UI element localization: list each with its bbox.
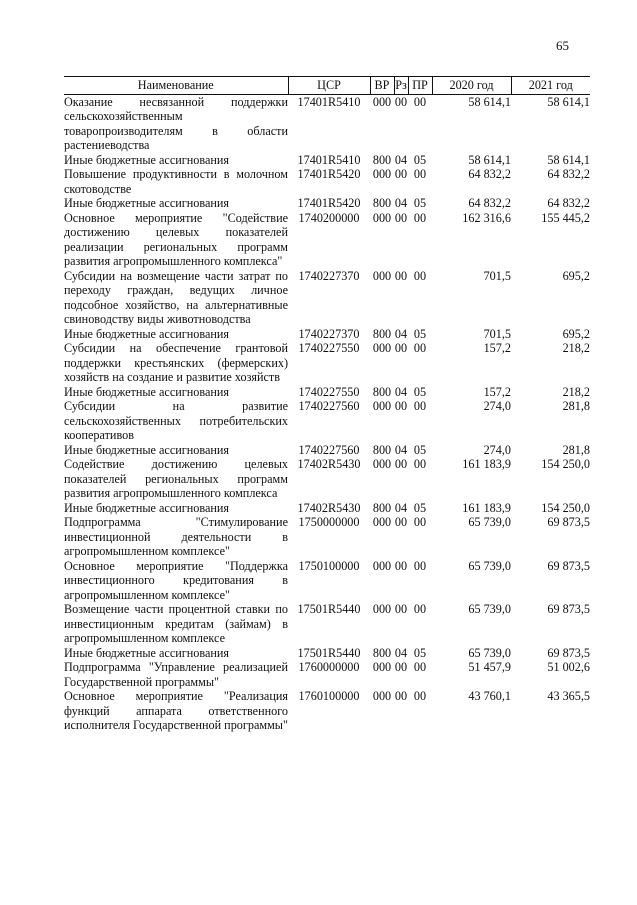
header-pr: ПР <box>408 77 432 95</box>
cell-rz: 04 <box>394 384 408 399</box>
cell-y2021: 69 873,5 <box>547 645 590 660</box>
cell-vr: 000 <box>372 268 392 283</box>
cell-rz: 00 <box>394 457 408 471</box>
cell-rz: 00 <box>394 602 408 616</box>
cell-pr: 00 <box>413 689 427 703</box>
cell-y2021: 69 873,5 <box>547 515 590 529</box>
cell-name: Иные бюджетные ассигнования <box>64 152 230 167</box>
cell-pr: 00 <box>413 515 427 529</box>
cell-y2021: 218,2 <box>562 341 590 355</box>
cell-csr: 17401R5420 <box>297 167 361 181</box>
cell-y2021: 154 250,0 <box>541 457 590 471</box>
cell-rz: 00 <box>394 210 408 225</box>
cell-name: Иные бюджетные ассигнования <box>64 384 230 399</box>
cell-rz: 00 <box>394 558 408 573</box>
table-row <box>64 211 590 269</box>
cell-vr: 800 <box>372 326 392 341</box>
cell-csr: 17401R5410 <box>297 94 361 109</box>
cell-vr: 000 <box>372 689 392 703</box>
cell-pr: 00 <box>413 602 427 616</box>
cell-vr: 000 <box>372 558 392 573</box>
table-row <box>64 399 590 443</box>
cell-csr: 17402R5430 <box>297 457 361 471</box>
cell-csr: 17401R5420 <box>297 196 361 210</box>
cell-pr: 05 <box>413 500 427 515</box>
cell-pr: 00 <box>413 268 427 283</box>
table-row <box>64 501 590 516</box>
cell-csr: 17401R5410 <box>297 152 361 167</box>
cell-y2020: 43 760,1 <box>468 689 511 703</box>
table-row <box>64 660 590 689</box>
cell-pr: 00 <box>413 167 427 181</box>
cell-vr: 800 <box>372 442 392 457</box>
cell-vr: 800 <box>372 500 392 515</box>
cell-vr: 800 <box>372 196 392 210</box>
cell-vr: 000 <box>372 660 392 674</box>
cell-rz: 00 <box>394 399 408 413</box>
table-row <box>64 515 590 559</box>
cell-name: Содействие достижению целевых показателей региональных программ развития агропромышленного комплекса <box>64 457 288 500</box>
cell-vr: 000 <box>372 515 392 529</box>
cell-vr: 000 <box>372 167 392 181</box>
cell-rz: 04 <box>394 196 408 210</box>
header-2021: 2021 год <box>511 77 590 95</box>
cell-rz: 00 <box>394 167 408 181</box>
cell-csr: 1760100000 <box>298 689 360 703</box>
cell-csr: 17501R5440 <box>297 602 361 616</box>
table-row <box>64 153 590 168</box>
cell-pr: 00 <box>413 660 427 674</box>
cell-csr: 1750100000 <box>298 558 360 573</box>
cell-pr: 05 <box>413 384 427 399</box>
cell-csr: 1740227370 <box>298 326 360 341</box>
cell-y2020: 274,0 <box>483 399 511 413</box>
cell-csr: 1760000000 <box>298 660 360 674</box>
table-row <box>64 94 590 153</box>
cell-vr: 000 <box>372 602 392 616</box>
cell-rz: 04 <box>394 442 408 457</box>
cell-rz: 00 <box>394 94 408 109</box>
cell-y2020: 65 739,0 <box>468 515 511 529</box>
cell-name: Подпрограмма "Стимулирование инвестиционной деятельности в агропромышленном комплексе" <box>64 515 288 558</box>
cell-name: Иные бюджетные ассигнования <box>64 500 230 515</box>
cell-y2020: 65 739,0 <box>468 602 511 616</box>
cell-name: Субсидии на развитие сельскохозяйственных потребительских кооперативов <box>64 399 288 442</box>
cell-rz: 04 <box>394 152 408 167</box>
header-rz: Рз <box>395 78 407 92</box>
cell-name: Основное мероприятие "Содействие достижению целевых показателей реализации региональных программ развития агропромышленного комплекса" <box>64 210 288 268</box>
cell-y2020: 58 614,1 <box>468 152 511 167</box>
cell-csr: 1750000000 <box>298 515 360 529</box>
cell-rz: 00 <box>394 689 408 703</box>
table-body <box>64 94 590 733</box>
table-row <box>64 327 590 342</box>
cell-y2021: 695,2 <box>562 326 590 341</box>
cell-rz: 00 <box>394 660 408 674</box>
cell-y2021: 218,2 <box>562 384 590 399</box>
table-header-row <box>64 77 590 95</box>
cell-csr: 17402R5430 <box>297 500 361 515</box>
cell-name: Повышение продуктивности в молочном скотоводстве <box>64 167 288 196</box>
cell-csr: 1740227560 <box>298 442 360 457</box>
cell-pr: 00 <box>413 457 427 471</box>
cell-name: Иные бюджетные ассигнования <box>64 442 230 457</box>
cell-y2021: 695,2 <box>562 268 590 283</box>
cell-vr: 000 <box>372 457 392 471</box>
header-2020: 2020 год <box>432 77 511 95</box>
cell-y2020: 161 183,9 <box>462 457 511 471</box>
cell-csr: 1740227550 <box>298 384 360 399</box>
cell-y2020: 64 832,2 <box>468 167 511 181</box>
cell-pr: 05 <box>413 326 427 341</box>
cell-name: Субсидии на возмещение части затрат по переходу граждан, ведущих личное подсобное хозяйство, на альтернативные свиноводству виды животноводства <box>64 268 288 326</box>
cell-y2020: 701,5 <box>483 268 511 283</box>
cell-y2020: 162 316,6 <box>462 210 511 225</box>
cell-y2021: 43 365,5 <box>547 689 590 703</box>
cell-y2021: 58 614,1 <box>547 152 590 167</box>
cell-name: Основное мероприятие "Поддержка инвестиционного кредитования в агропромышленном комплексе" <box>64 558 288 602</box>
cell-vr: 000 <box>372 210 392 225</box>
cell-y2020: 65 739,0 <box>468 645 511 660</box>
table-row <box>64 385 590 400</box>
header-name: Наименование <box>64 77 288 95</box>
cell-csr: 1740227550 <box>298 341 360 355</box>
cell-y2021: 281,8 <box>562 399 590 413</box>
cell-y2020: 157,2 <box>483 384 511 399</box>
cell-y2020: 274,0 <box>483 442 511 457</box>
cell-y2021: 154 250,0 <box>541 500 590 515</box>
table-row <box>64 646 590 661</box>
cell-vr: 000 <box>372 94 392 109</box>
cell-pr: 00 <box>413 558 427 573</box>
table-row <box>64 689 590 733</box>
table-row <box>64 341 590 385</box>
cell-name: Подпрограмма "Управление реализацией Государственной программы" <box>64 660 288 689</box>
cell-y2021: 64 832,2 <box>547 196 590 210</box>
cell-y2020: 161 183,9 <box>462 500 511 515</box>
cell-vr: 000 <box>372 341 392 355</box>
cell-vr: 800 <box>372 645 392 660</box>
table-row <box>64 167 590 196</box>
cell-name: Иные бюджетные ассигнования <box>64 326 230 341</box>
table-row <box>64 196 590 211</box>
cell-pr: 00 <box>413 341 427 355</box>
cell-rz: 00 <box>394 341 408 355</box>
cell-name: Иные бюджетные ассигнования <box>64 196 230 210</box>
budget-table <box>64 76 590 733</box>
cell-csr: 1740227560 <box>298 399 360 413</box>
cell-y2021: 58 614,1 <box>547 94 590 109</box>
table-row <box>64 269 590 327</box>
cell-pr: 00 <box>413 94 427 109</box>
cell-rz: 04 <box>394 500 408 515</box>
cell-name: Возмещение части процентной ставки по инвестиционным кредитам (займам) в агропромышленном комплексе <box>64 602 288 645</box>
table-row <box>64 443 590 458</box>
cell-y2021: 64 832,2 <box>547 167 590 181</box>
cell-name: Оказание несвязанной поддержки сельскохозяйственным товаропроизводителям в области растениеводства <box>64 94 288 152</box>
cell-pr: 05 <box>413 442 427 457</box>
cell-y2021: 69 873,5 <box>547 558 590 573</box>
cell-rz: 04 <box>394 645 408 660</box>
cell-y2020: 65 739,0 <box>468 558 511 573</box>
cell-y2021: 155 445,2 <box>541 210 590 225</box>
cell-csr: 17501R5440 <box>297 645 361 660</box>
cell-pr: 05 <box>413 645 427 660</box>
cell-y2020: 157,2 <box>483 341 511 355</box>
cell-y2021: 51 002,6 <box>547 660 590 674</box>
cell-y2021: 69 873,5 <box>547 602 590 616</box>
header-vr: ВР <box>370 77 394 95</box>
header-csr: ЦСР <box>288 77 370 95</box>
cell-rz: 00 <box>394 515 408 529</box>
cell-rz: 00 <box>394 268 408 283</box>
table-row <box>64 457 590 501</box>
cell-vr: 800 <box>372 152 392 167</box>
cell-y2020: 64 832,2 <box>468 196 511 210</box>
page-number: 65 <box>556 38 569 53</box>
cell-name: Субсидии на обеспечение грантовой поддержки крестьянских (фермерских) хозяйств на создание и развитие хозяйств <box>64 341 288 384</box>
cell-y2020: 58 614,1 <box>468 94 511 109</box>
cell-y2020: 701,5 <box>483 326 511 341</box>
table-row <box>64 602 590 646</box>
cell-pr: 00 <box>413 399 427 413</box>
cell-pr: 00 <box>413 210 427 225</box>
cell-y2020: 51 457,9 <box>468 660 511 674</box>
table-row <box>64 559 590 603</box>
cell-csr: 1740200000 <box>298 210 360 225</box>
cell-vr: 800 <box>372 384 392 399</box>
cell-rz: 04 <box>394 326 408 341</box>
cell-name: Иные бюджетные ассигнования <box>64 645 230 660</box>
cell-pr: 05 <box>413 196 427 210</box>
cell-csr: 1740227370 <box>298 268 360 283</box>
cell-vr: 000 <box>372 399 392 413</box>
cell-y2021: 281,8 <box>562 442 590 457</box>
cell-pr: 05 <box>413 152 427 167</box>
cell-name: Основное мероприятие "Реализация функций аппарата ответственного исполнителя Государственной программы" <box>64 689 288 732</box>
